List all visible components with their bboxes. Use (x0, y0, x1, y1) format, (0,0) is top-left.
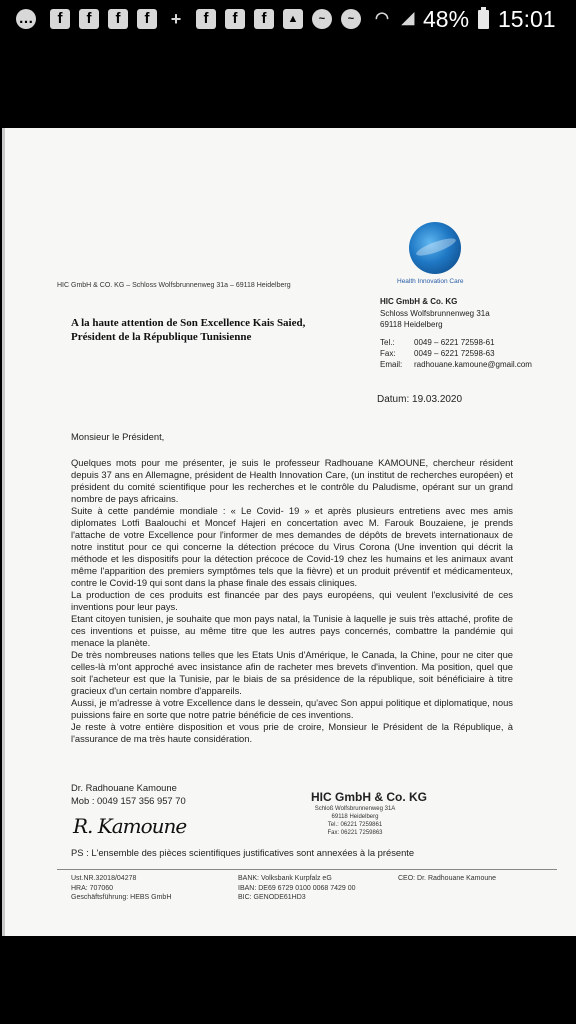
messages-icon: … (16, 9, 36, 29)
battery-icon (478, 10, 489, 29)
facebook-icon: f (225, 9, 245, 29)
letter-body (71, 457, 513, 745)
facebook-icon: f (108, 9, 128, 29)
tel-label: Tel.: (380, 338, 395, 347)
paragraph: Je reste à votre entière disposition et vous prie de croire, Monsieur le Président de la République, à l'assurance de ma très haute considération. (71, 721, 513, 744)
fax-value: 0049 – 6221 72598-63 (414, 349, 495, 358)
facebook-icon: f (196, 9, 216, 29)
paragraph: Etant citoyen tunisien, je souhaite que mon pays natal, la Tunisie à laquelle je suis très attaché, profite de ces inventions et puisse, au même titre que les autres pays concernés, combattre la pandémie qui menace la planète. (71, 613, 513, 648)
footer-divider (57, 869, 557, 870)
footer-line: Ust.NR.32018/04278 (71, 875, 137, 882)
facebook-icon: f (50, 9, 70, 29)
stamp-line: Schloß Wolfsbrunnenweg 31A (314, 806, 396, 812)
logo-text: Health Innovation Care (397, 278, 464, 285)
letter-date: Datum: 19.03.2020 (377, 394, 463, 405)
footer-line: BIC: GENODE61HD3 (238, 894, 306, 901)
email-label: Email: (380, 360, 403, 369)
facebook-icon: f (254, 9, 274, 29)
footer-line: Geschäftsführung: HEBS GmbH (71, 894, 172, 901)
footer-line: BANK: Volksbank Kurpfalz eG (238, 875, 332, 882)
tel-value: 0049 – 6221 72598-61 (414, 338, 495, 347)
footer-col-2 (238, 874, 356, 903)
fax-label: Fax: (380, 349, 396, 358)
facebook-icon: f (79, 9, 99, 29)
battery-percent: 48% (423, 6, 470, 32)
footer-line: IBAN: DE69 6729 0100 0068 7429 00 (238, 884, 356, 892)
postscript: PS : L'ensemble des pièces scientifiques justificatives sont annexées à la présente (71, 847, 415, 858)
footer-line: CEO: Dr. Radhouane Kamoune (398, 875, 497, 882)
add-contact-icon: + (170, 9, 182, 29)
paragraph: La production de ces produits est financée par des pays européens, qui veulent l'exclusivité de ces inventions pour leur pays. (71, 589, 513, 612)
paragraph: Quelques mots pour me présenter, je suis le professeur Radhouane KAMOUNE, chercheur résident depuis 37 ans en Allemagne, président de Health Innovation Care, (un institut de recherches européen) et président du comité scientifique pour les recherches et le contrôle du Paludisme, opérant sur un grand nombre de pays africains. (71, 457, 513, 504)
signer-mobile: Mob : 0049 157 356 957 70 (71, 795, 186, 806)
letter-page (2, 128, 576, 936)
company-name: HIC GmbH & Co. KG (380, 297, 458, 306)
salutation: Monsieur le Président, (71, 431, 165, 442)
sender-line: HIC GmbH & CO. KG – Schloss Wolfsbrunnenweg 31a – 69118 Heidelberg (57, 282, 291, 289)
signal-icon: ◢ (401, 10, 415, 27)
stamp-line: Tel.: 06221 7259861 (327, 822, 383, 828)
email-value: radhouane.kamoune@gmail.com (414, 360, 532, 369)
facebook-icon: f (137, 9, 157, 29)
footer-col-1 (71, 874, 171, 903)
company-stamp (305, 805, 405, 837)
recipient-line-2: Président de la République Tunisienne (71, 331, 252, 343)
status-bar (0, 0, 576, 38)
clock: 15:01 (498, 6, 556, 32)
messenger-icon: ~ (312, 9, 332, 29)
wifi-icon: ◠ (375, 10, 389, 27)
handwritten-signature: R. Kamoune (73, 814, 187, 838)
stamp-line: 69118 Heidelberg (331, 814, 379, 820)
company-stamp-title: HIC GmbH & Co. KG (311, 790, 427, 804)
paragraph: Aussi, je m'adresse à votre Excellence dans le dessein, qu'avec Son appui politique et diplomatique, nous puissions faire en sorte que notre patrie bénéficie de ces inventions. (71, 697, 513, 720)
paragraph: De très nombreuses nations telles que les Etats Unis d'Amérique, le Canada, la Chine, pour ne citer que celles-là m'ont approché avec insistance afin de racheter mes brevets d'invention. Ma position, quel que soit l'acheteur est que la Tunisie, par le biais de sa présidence de la république, soit bénéficiaire à titre gracieux d'un certain nombre d'appareils. (71, 649, 513, 696)
company-street: Schloss Wolfsbrunnenweg 31a (380, 309, 490, 318)
footer-line: HRA: 707060 (71, 884, 114, 892)
gallery-icon: ▲ (283, 9, 303, 29)
paragraph: Suite à cette pandémie mondiale : « Le Covid- 19 » et après plusieurs entretiens avec mes amis diplomates Lotfi Baalouchi et Moncef Hajeri en concertation avec M. Farouk Bouzaiene, je prends l'attache de votre Excellence pour l'informer de mes demandes de dépôts de brevets internationaux de notre institut pour ce qui concerne la détection précoce du Virus Corona (Une invention qui décrit la méthode et les dispositifs pour la détection précoce de Covid-19 chez les humains et les animaux avant même l'apparition des premiers symptômes tels que la fièvre) et un produit préventif et médicamenteux, contre le Covid-19 qui sont dans la phase finale des essais cliniques. (71, 505, 513, 588)
signer-name: Dr. Radhouane Kamoune (71, 782, 177, 793)
footer-col-3 (398, 874, 496, 884)
messenger-icon: ~ (341, 9, 361, 29)
stamp-line: Fax: 06221 7259863 (327, 830, 383, 836)
company-city: 69118 Heidelberg (380, 320, 443, 329)
recipient-line-1: A la haute attention de Son Excellence Kais Saied, (71, 317, 306, 329)
